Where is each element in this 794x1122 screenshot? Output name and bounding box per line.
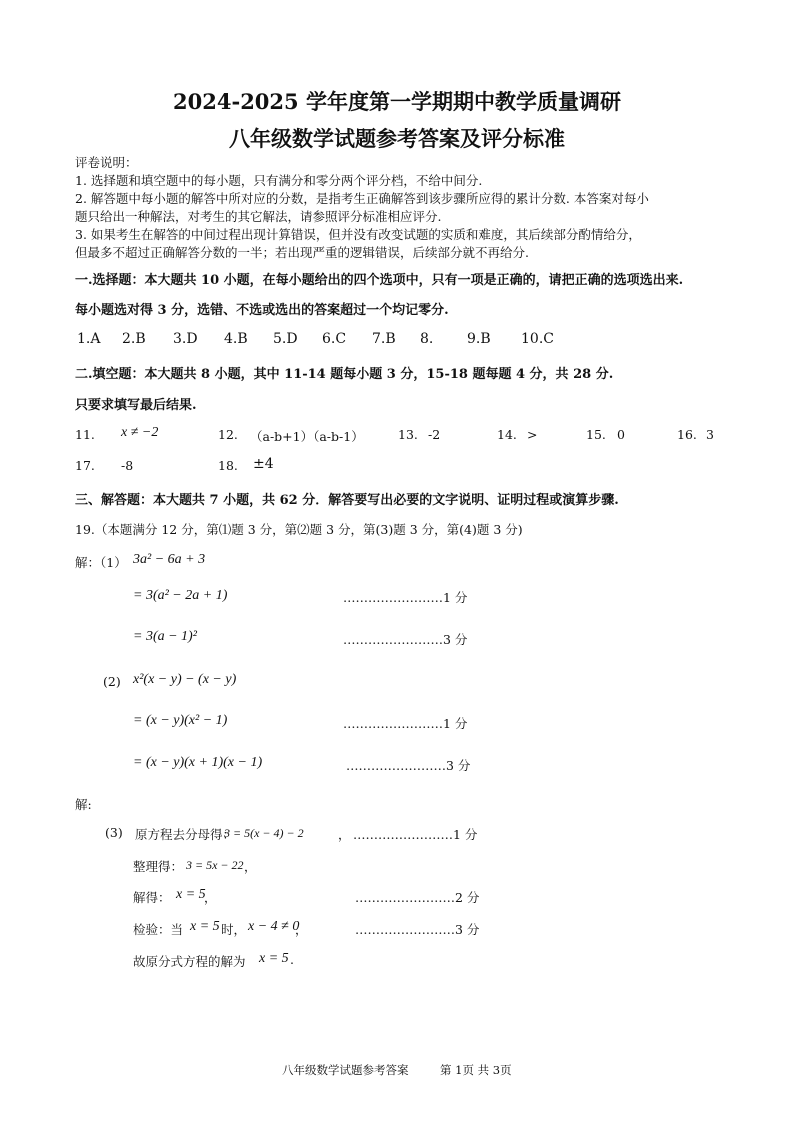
mc-answer: 7.B [372,331,396,347]
part2-expression: x²(x − y) − (x − y) [133,672,237,687]
page-subtitle: 八年级数学试题参考答案及评分标准 [229,126,565,151]
mc-answer: 1.A [77,331,101,347]
note-2b: 题只给出一种解法，对考生的其它解法，请参照评分标准相应评分. [75,209,442,224]
part2-label: (2) [103,674,121,689]
note-1: 1. 选择题和填空题中的每小题，只有满分和零分两个评分档，不给中间分. [75,173,483,188]
punctuation: ， [295,922,308,937]
part1-expression: 3a² − 6a + 3 [133,552,206,567]
punctuation: ， [204,890,217,905]
score-mark: ……………………3 分 [343,632,468,647]
question-19-header: 19.（本题满分 12 分，第⑴题 3 分，第⑵题 3 分，第(3)题 3 分，第(4)题 3 分) [75,522,523,537]
fill-answer: -2 [428,427,441,442]
score-mark: ……………………1 分 [353,827,478,842]
section1-heading: 一.选择题：本大题共 10 小题，在每小题给出的四个选项中，只有一项是正确的，请把正确的选项选出来. [75,273,684,288]
part3-line4-math2: x − 4 ≠ 0 [248,919,300,934]
part3-line2-text: 整理得： [133,859,184,874]
score-mark: ……………………3 分 [355,922,480,937]
score-mark: ……………………1 分 [343,590,468,605]
punctuation: ， [244,859,257,874]
part3-label: (3) [105,825,123,840]
part1-step1: = 3(a² − 2a + 1) [133,588,228,603]
fill-answer: > [527,427,538,442]
mc-answer: 2.B [122,331,146,347]
part2-step1: = (x − y)(x² − 1) [133,713,228,728]
fill-number: 14. [497,427,517,442]
fill-answer: ±4 [253,456,274,472]
part3-line3-math: x = 5 [176,887,206,902]
fill-answer: 3 [706,427,714,442]
part3-line5-math: x = 5 [259,951,289,966]
part2-step2: = (x − y)(x + 1)(x − 1) [133,755,263,770]
score-mark: ……………………2 分 [355,890,480,905]
score-mark: ……………………1 分 [343,716,468,731]
part3-line4-text2: 时， [221,922,247,937]
fill-number: 18. [218,458,238,473]
fill-number: 11. [75,427,95,442]
section2-heading: 二.填空题：本大题共 8 小题，其中 11-14 题每小题 3 分，15-18 题每题 4 分，共 28 分. [75,367,614,382]
punctuation: . [290,952,294,967]
mc-answer: 9.B [467,331,491,347]
note-3b: 但最多不超过正确解答分数的一半；若出现严重的逻辑错误，后续部分就不再给分. [75,245,529,260]
mc-answer: 10.C [521,331,554,347]
part3-line2-math: 3 = 5x − 22 [186,858,244,872]
fill-number: 13. [398,427,418,442]
score-mark: ……………………3 分 [346,758,471,773]
section3-heading: 三、解答题：本大题共 7 小题，共 62 分．解答要写出必要的文字说明、证明过程或演算步骤. [75,493,619,508]
page-number: 第 1页 共 3页 [440,1063,512,1077]
mc-answer: 4.B [224,331,248,347]
part3-line5-text: 故原分式方程的解为 [133,954,246,969]
part3-line3-text: 解得： [133,890,171,905]
mc-answer: 5.D [273,331,298,347]
part3-line4-text: 检验：当 [133,922,184,937]
part3-line1-text: 原方程去分母得： [135,827,236,842]
section2-rule: 只要求填写最后结果. [75,398,197,413]
note-2a: 2. 解答题中每小题的解答中所对应的分数，是指考生正确解答到该步骤所应得的累计分数. 本答案对每小 [75,191,649,206]
solution-label: 解: [75,797,92,812]
page-title: 2024-2025 学年度第一学期期中教学质量调研 [173,89,621,114]
mc-answer: 6.C [322,331,347,347]
fill-number: 17. [75,458,95,473]
notes-heading: 评卷说明： [75,155,138,170]
note-3a: 3. 如果考生在解答的中间过程出现计算错误，但并没有改变试题的实质和难度，其后续部分酌情给分， [75,227,641,242]
part1-step2: = 3(a − 1)² [133,629,197,644]
fill-answer: 0 [617,427,625,442]
footer-title: 八年级数学试题参考答案 [282,1063,409,1077]
fill-answer: （a-b+1）（a-b-1） [250,429,364,444]
fill-number: 15. [586,427,606,442]
fill-answer: x ≠ −2 [121,425,159,440]
fill-number: 16. [677,427,697,442]
solution-label: 解：（1） [75,555,127,570]
section1-rule: 每小题选对得 3 分，选错、不选或选出的答案超过一个均记零分. [75,303,449,318]
fill-number: 12. [218,427,238,442]
part3-line1-math: 3 = 5(x − 4) − 2 [224,826,304,840]
fill-answer: -8 [121,458,134,473]
mc-answer: 3.D [173,331,198,347]
punctuation: ， [338,827,351,842]
part3-line4-math: x = 5 [190,919,220,934]
mc-answer: 8. [420,331,434,347]
